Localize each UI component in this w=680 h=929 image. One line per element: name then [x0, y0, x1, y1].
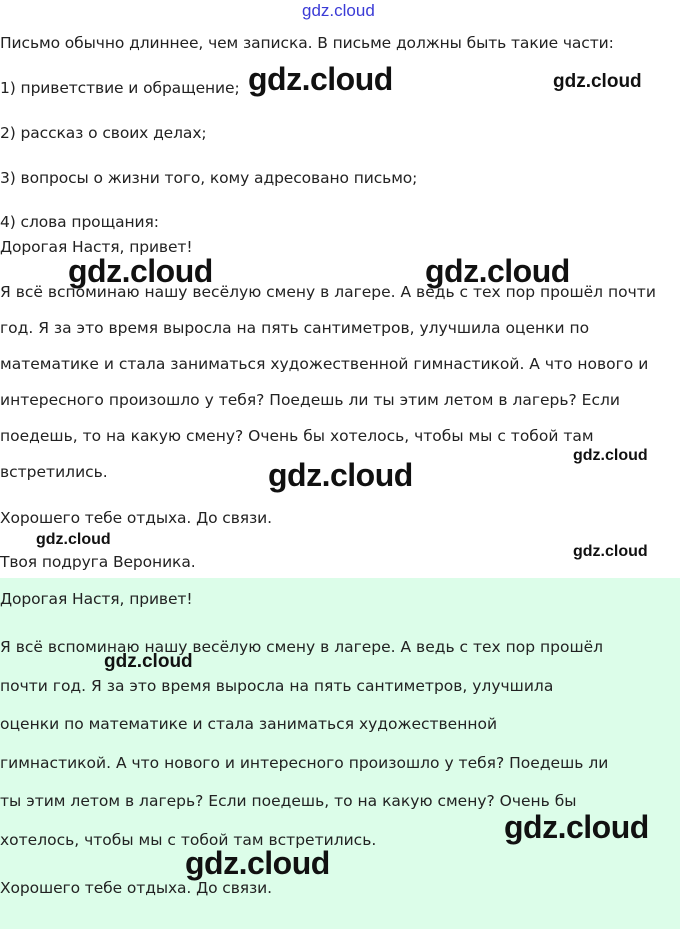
list-item-2: 2) рассказ о своих делах;: [0, 124, 207, 142]
watermark: gdz.cloud: [185, 845, 330, 881]
letter2-body-line: Я всё вспоминаю нашу весёлую смену в лагере. А ведь с тех пор прошёл: [0, 638, 604, 656]
letter1-body-line: математике и стала заниматься художественной гимнастикой. А что нового и: [0, 355, 649, 373]
watermark: gdz.cloud: [425, 253, 570, 289]
watermark: gdz.cloud: [268, 457, 413, 493]
watermark: gdz.cloud: [248, 61, 393, 97]
letter1-closing: Хорошего тебе отдыха. До связи.: [0, 509, 272, 527]
watermark: gdz.cloud: [36, 531, 111, 548]
watermark: gdz.cloud: [504, 809, 649, 845]
letter2-closing: Хорошего тебе отдыха. До связи.: [0, 879, 272, 897]
watermark: gdz.cloud: [68, 253, 213, 289]
letter1-body-line: Я всё вспоминаю нашу весёлую смену в лагере. А ведь с тех пор прошёл почти: [0, 283, 656, 301]
watermark: gdz.cloud: [553, 71, 642, 92]
letter1-body-line: интересного произошло у тебя? Поедешь ли ты этим летом в лагерь? Если: [0, 391, 620, 409]
letter1-signature: Твоя подруга Вероника.: [0, 553, 196, 571]
intro-line: Письмо обычно длиннее, чем записка. В письме должны быть такие части:: [0, 34, 614, 52]
letter2-body-line: хотелось, чтобы мы с тобой там встретились.: [0, 830, 377, 849]
watermark: gdz.cloud: [104, 651, 193, 672]
letter1-body-line: поедешь, то на какую смену? Очень бы хотелось, чтобы мы с тобой там: [0, 427, 594, 445]
letter1-body-line: встретились.: [0, 463, 108, 481]
watermark: gdz.cloud: [573, 447, 648, 464]
watermark-top: gdz.cloud: [302, 1, 375, 20]
letter2-greeting: Дорогая Настя, привет!: [0, 590, 193, 608]
letter1-greeting: Дорогая Настя, привет!: [0, 238, 193, 256]
list-item-1: 1) приветствие и обращение;: [0, 79, 240, 97]
watermark: gdz.cloud: [573, 543, 648, 560]
letter2-body-line: гимнастикой. А что нового и интересного произошло у тебя? Поедешь ли: [0, 753, 609, 772]
letter2-body-line: почти год. Я за это время выросла на пять сантиметров, улучшила: [0, 676, 554, 695]
letter1-body-line: год. Я за это время выросла на пять сантиметров, улучшила оценки по: [0, 319, 590, 337]
letter2-body-line: оценки по математике и стала заниматься художественной: [0, 715, 498, 733]
letter2-body-line: ты этим летом в лагерь? Если поедешь, то на какую смену? Очень бы: [0, 792, 577, 810]
list-item-3: 3) вопросы о жизни того, кому адресовано письмо;: [0, 169, 418, 187]
list-item-4: 4) слова прощания:: [0, 213, 159, 230]
